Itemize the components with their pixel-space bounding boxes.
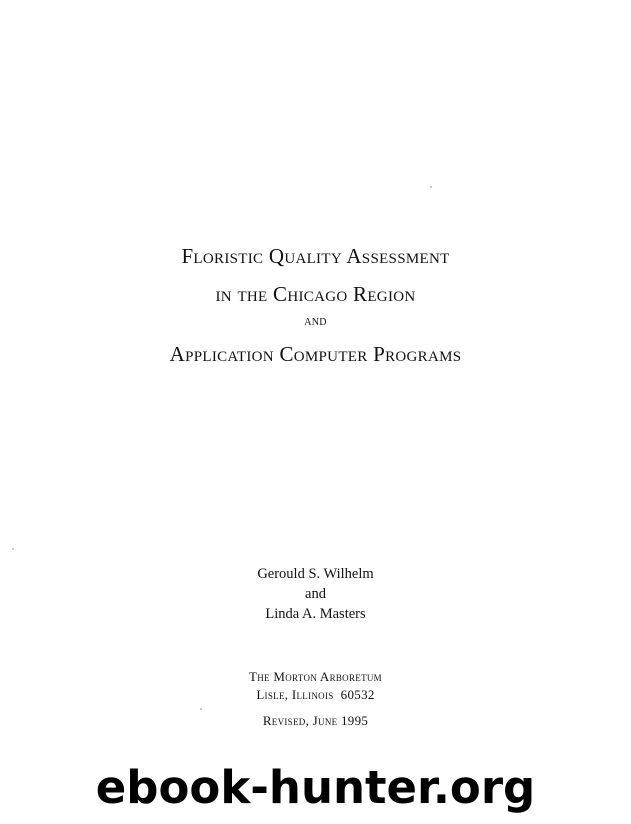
- institution-name: The Morton Arboretum: [249, 669, 382, 684]
- watermark-logo: ebook-hunter.org: [95, 761, 536, 814]
- author-first: Gerould S. Wilhelm: [257, 566, 374, 582]
- title-line-2: in the Chicago Region: [215, 282, 416, 306]
- scan-speck: [12, 548, 14, 550]
- title-conjunction: and: [304, 314, 327, 329]
- author-conjunction: and: [305, 586, 326, 602]
- institution-address: Lisle, Illinois 60532: [256, 687, 375, 702]
- scan-speck: [200, 708, 202, 710]
- author-second: Linda A. Masters: [265, 606, 366, 622]
- title-line-1: Floristic Quality Assessment: [181, 244, 450, 268]
- revision-date: Revised, June 1995: [262, 713, 369, 728]
- title-line-4: Application Computer Programs: [169, 342, 462, 366]
- scan-speck: [430, 186, 432, 188]
